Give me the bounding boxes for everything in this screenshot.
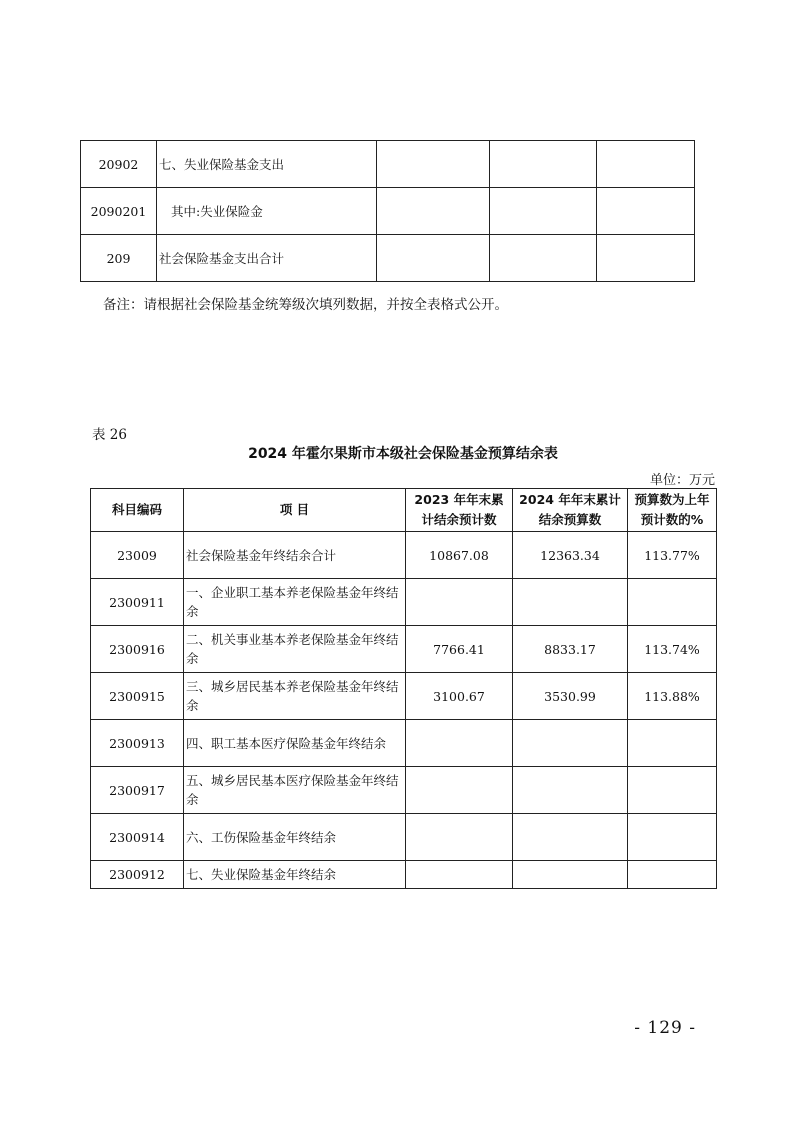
ratio-cell: 113.88% [628, 673, 717, 720]
table-row [91, 814, 717, 861]
estimate-2023-cell [406, 767, 513, 814]
budget-2024-cell: 12363.34 [513, 532, 628, 579]
table-row [91, 861, 717, 889]
header-code: 科目编码 [91, 489, 184, 532]
table-row [91, 767, 717, 814]
table-note: 备注：请根据社会保险基金统筹级次填列数据，并按全表格式公开。 [103, 297, 508, 313]
expenditure-table-continued [80, 140, 695, 282]
item-cell: 一、企业职工基本养老保险基金年终结余 [184, 579, 406, 626]
ratio-cell: 113.74% [628, 626, 717, 673]
code-cell: 209 [81, 235, 157, 282]
item-cell: 七、失业保险基金支出 [157, 141, 377, 188]
item-cell: 六、工伤保险基金年终结余 [184, 814, 406, 861]
balance-table [90, 488, 717, 889]
item-cell: 四、职工基本医疗保险基金年终结余 [184, 720, 406, 767]
estimate-2023-cell: 7766.41 [406, 626, 513, 673]
table-row [91, 673, 717, 720]
table-title: 2024 年霍尔果斯市本级社会保险基金预算结余表 [248, 446, 558, 462]
ratio-cell [628, 579, 717, 626]
ratio-cell [628, 814, 717, 861]
estimate-2023-cell: 3100.67 [406, 673, 513, 720]
value-cell [377, 235, 490, 282]
table-row [81, 188, 695, 235]
budget-2024-cell [513, 579, 628, 626]
code-cell: 2300917 [91, 767, 184, 814]
table-row [91, 579, 717, 626]
header-2024-budget: 2024 年年末累计结余预算数 [513, 489, 628, 532]
item-cell: 三、城乡居民基本养老保险基金年终结余 [184, 673, 406, 720]
table-row [81, 235, 695, 282]
unit-label: 单位：万元 [649, 473, 715, 488]
estimate-2023-cell [406, 814, 513, 861]
ratio-cell [628, 767, 717, 814]
budget-2024-cell [513, 861, 628, 889]
header-2023-estimate: 2023 年年末累计结余预计数 [406, 489, 513, 532]
code-cell: 20902 [81, 141, 157, 188]
table-number: 表 26 [92, 427, 127, 443]
table-row [91, 720, 717, 767]
budget-2024-cell: 8833.17 [513, 626, 628, 673]
code-cell: 2300916 [91, 626, 184, 673]
estimate-2023-cell [406, 579, 513, 626]
estimate-2023-cell [406, 720, 513, 767]
ratio-cell: 113.77% [628, 532, 717, 579]
value-cell [377, 141, 490, 188]
code-cell: 2090201 [81, 188, 157, 235]
code-cell: 2300912 [91, 861, 184, 889]
code-cell: 2300913 [91, 720, 184, 767]
budget-2024-cell [513, 767, 628, 814]
value-cell [377, 188, 490, 235]
item-cell: 社会保险基金支出合计 [157, 235, 377, 282]
ratio-cell [628, 861, 717, 889]
code-cell: 2300911 [91, 579, 184, 626]
header-item: 项 目 [184, 489, 406, 532]
value-cell [490, 188, 597, 235]
code-cell: 2300914 [91, 814, 184, 861]
estimate-2023-cell [406, 861, 513, 889]
header-row [91, 489, 717, 532]
item-cell: 其中:失业保险金 [157, 188, 377, 235]
value-cell [597, 188, 695, 235]
value-cell [597, 235, 695, 282]
value-cell [490, 141, 597, 188]
item-cell: 七、失业保险基金年终结余 [184, 861, 406, 889]
table-row [91, 532, 717, 579]
item-cell: 二、机关事业基本养老保险基金年终结余 [184, 626, 406, 673]
value-cell [490, 235, 597, 282]
estimate-2023-cell: 10867.08 [406, 532, 513, 579]
table-row [91, 626, 717, 673]
code-cell: 23009 [91, 532, 184, 579]
header-ratio: 预算数为上年预计数的% [628, 489, 717, 532]
value-cell [597, 141, 695, 188]
page-number: - 129 - [634, 1018, 696, 1038]
budget-2024-cell: 3530.99 [513, 673, 628, 720]
item-cell: 五、城乡居民基本医疗保险基金年终结余 [184, 767, 406, 814]
ratio-cell [628, 720, 717, 767]
code-cell: 2300915 [91, 673, 184, 720]
table-row [81, 141, 695, 188]
budget-2024-cell [513, 814, 628, 861]
budget-2024-cell [513, 720, 628, 767]
item-cell: 社会保险基金年终结余合计 [184, 532, 406, 579]
